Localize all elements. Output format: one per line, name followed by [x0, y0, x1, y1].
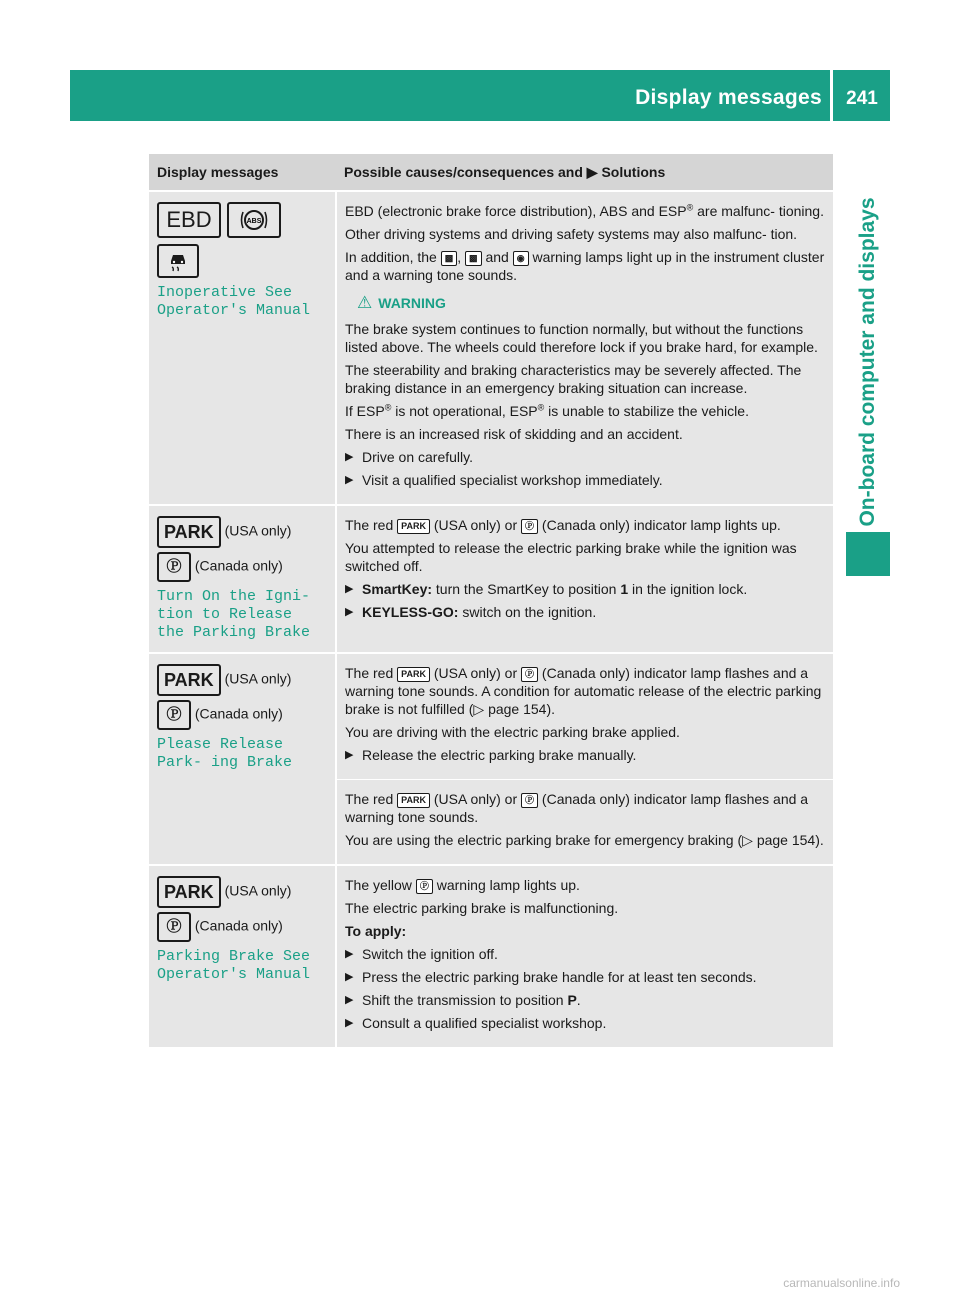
list-item: ▶ KEYLESS-GO: switch on the ignition.: [345, 603, 825, 621]
warning-heading: ⚠ WARNING: [357, 293, 446, 312]
header-separator: [830, 70, 833, 121]
side-tab: [846, 132, 890, 592]
table-row: [149, 865, 833, 1047]
parking-brake-icon: Ⓟ: [157, 912, 191, 942]
esp-off-icon: ▩: [465, 251, 482, 266]
col-header-causes: Possible causes/consequences and ▶ Solutions: [336, 154, 833, 191]
parking-brake-icon: Ⓟ: [521, 519, 538, 534]
parking-brake-icon: Ⓟ: [416, 879, 433, 894]
page-ref-link[interactable]: page 154).: [488, 701, 556, 717]
display-messages-table: [149, 154, 833, 1047]
park-icon: PARK: [397, 667, 430, 682]
abs-icon: ◉: [513, 251, 529, 266]
page-ref-icon: ▷: [742, 832, 753, 848]
parking-brake-icon: Ⓟ: [157, 700, 191, 730]
message-cell: PARK (USA only) Ⓟ (Canada only) Parking Brake See Operator's Manual: [149, 865, 336, 1047]
park-icon: PARK: [157, 516, 221, 548]
display-message-text: Inoperative See Operator's Manual: [157, 284, 311, 319]
list-item: ▶ Release the electric parking brake manually.: [345, 746, 825, 764]
skid-car-icon: ▩: [441, 251, 458, 266]
park-icon: PARK: [157, 876, 221, 908]
list-item: ▶ Visit a qualified specialist workshop immediately.: [345, 471, 825, 489]
svg-text:ABS: ABS: [246, 218, 262, 225]
display-message-text: Turn On the Igni‐ tion to Release the Parking Brake: [157, 588, 311, 641]
causes-cell: The red PARK (USA only) or Ⓟ (Canada only) indicator lamp lights up. You attempted to release the electric parking brake while the ignition was switched off. ▶ SmartKey: turn the SmartKey to position 1 in the ignition lock. ▶ KEYLESS-GO: switch on the ignition.: [336, 505, 833, 653]
causes-cell: The red PARK (USA only) or Ⓟ (Canada only) indicator lamp flashes and a warning tone sounds. A condition for automatic release of the electric parking brake is not fulfilled (▷ page 154). You are driving with the electric parking brake applied. ▶ Release the electric parking brake manually.: [336, 653, 833, 780]
causes-cell: The red PARK (USA only) or Ⓟ (Canada only) indicator lamp flashes and a warning tone sounds. You are using the electric parking brake for emergency braking (▷ page 154).: [336, 780, 833, 866]
side-tab-marker: [846, 532, 890, 576]
parking-brake-icon: Ⓟ: [157, 552, 191, 582]
col-header-messages: Display messages: [149, 154, 336, 191]
table-row: [149, 653, 833, 780]
triangle-icon: ▶: [586, 164, 598, 180]
table-header-row: [149, 154, 833, 191]
table-row: [149, 191, 833, 505]
side-tab-label: On-board computer and displays: [856, 197, 879, 527]
display-message-text: Parking Brake See Operator's Manual: [157, 948, 311, 983]
message-cell: [149, 191, 336, 505]
park-icon: PARK: [397, 793, 430, 808]
list-item: ▶ Drive on carefully.: [345, 448, 825, 466]
list-item: ▶ Shift the transmission to position P.: [345, 991, 825, 1009]
skid-car-icon: [157, 244, 199, 278]
list-item: ▶ Press the electric parking brake handle for at least ten seconds.: [345, 968, 825, 986]
page-ref-link[interactable]: page 154).: [756, 832, 824, 848]
list-item: ▶ Switch the ignition off.: [345, 945, 825, 963]
park-icon: PARK: [397, 519, 430, 534]
page-title: Display messages: [635, 86, 822, 109]
table-row: [149, 505, 833, 653]
parking-brake-icon: Ⓟ: [521, 667, 538, 682]
warning-icon: ⚠: [357, 293, 373, 312]
abs-icon: [227, 202, 281, 238]
ebd-icon: EBD: [157, 202, 221, 238]
list-item: ▶ SmartKey: turn the SmartKey to position 1 in the ignition lock.: [345, 580, 825, 598]
park-icon: PARK: [157, 664, 221, 696]
message-cell: PARK (USA only) Ⓟ (Canada only) Please Release Park‐ ing Brake: [149, 653, 336, 865]
causes-cell: EBD (electronic brake force distribution), ABS and ESP® are malfunc- tioning. Other driving systems and driving safety systems may also malfunc- tion. In addition, the ▩ , ▩ and ◉ warning lamps light up in the instrument cluster and a warning tone sounds. ⚠ WARNING The brake system continues to function normally, but without the functions listed above. The wheels could therefore lock if you brake hard, for example. The steerability and braking characteristics may be severely affected. The braking distance in an emergency braking situation can increase. If ESP® is not operational, ESP® is unable to stabilize the vehicle. There is an increased risk of skidding and an accident. ▶ Drive on carefully. ▶ Visit a qualified specialist workshop immediately.: [336, 191, 833, 505]
message-cell: PARK (USA only) Ⓟ (Canada only) Turn On the Igni‐ tion to Release the Parking Brake: [149, 505, 336, 653]
parking-brake-icon: Ⓟ: [521, 793, 538, 808]
page-ref-icon: ▷: [473, 701, 485, 717]
list-item: ▶ Consult a qualified specialist workshop.: [345, 1014, 825, 1032]
page-number: 241: [846, 88, 878, 109]
causes-cell: The yellow Ⓟ warning lamp lights up. The electric parking brake is malfunctioning. To apply: ▶ Switch the ignition off. ▶ Press the electric parking brake handle for at least ten seconds. ▶ Shift the transmission to position P. ▶ Consult a qualified specialist workshop.: [336, 865, 833, 1047]
display-message-text: Please Release Park‐ ing Brake: [157, 736, 293, 771]
footer-watermark: carmanualsonline.info: [783, 1276, 900, 1290]
